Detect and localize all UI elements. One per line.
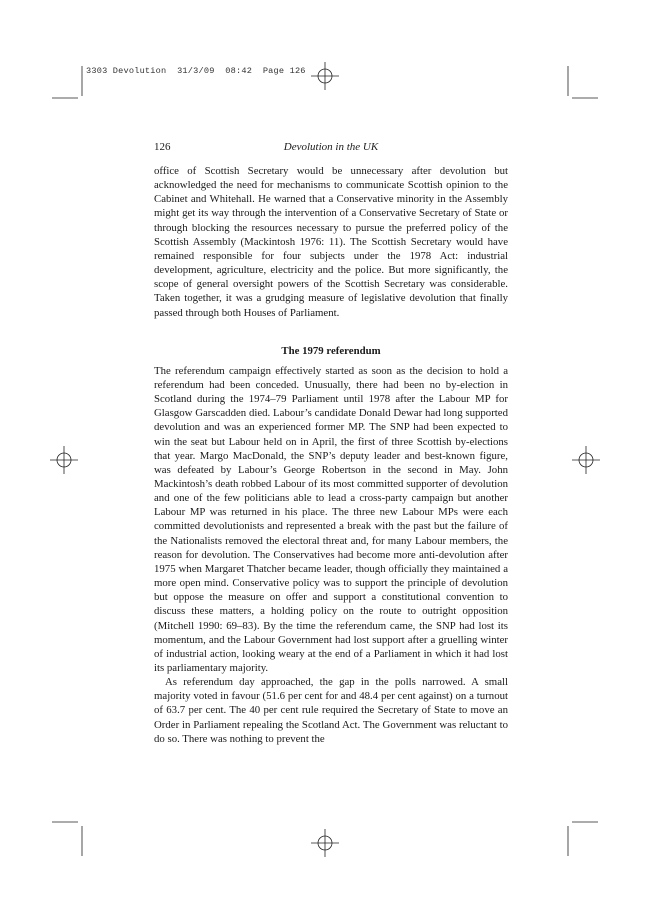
section-heading: The 1979 referendum	[281, 344, 381, 357]
slug-time: 08:42	[225, 66, 253, 76]
registration-mark-bottom	[311, 829, 339, 857]
slug-page-label: Page 126	[262, 66, 306, 76]
paragraph-referendum-campaign: The referendum campaign effectively started as soon as the decision to hold a referendum had been conceded. Unusually, there had been no by-election in Scotland during the 1974–79 Parliament until 1978 after the Labour MP for Glasgow Garscadden died. Labour’s candidate Donald Dewar had long supported devolution and was an experienced former MP. The SNP had been expected to win the seat but Labour held on in April, the first of three Scottish by-elections that year. Margo MacDonald, the SNP’s deputy leader and best-known figure, was defeated by Labour’s George Robertson in the second in May. John Mackintosh’s death robbed Labour of its most committed supporter of devolution and one of the few politicians able to lead a cross-party campaign but another Labour MP was returned in his place. The three new Labour MPs were each committed devolutionists and represented a break with the past but the failure of the Nationalists removed the electoral threat and, for many Labour members, the reason for devolution. The Conservatives had become more anti-devolution after 1975 when Margaret Thatcher became leader, though officially they maintained a more open mind. Conservative policy was to support the principle of devolution but oppose the measure on offer and support a constitutional convention to discuss these matters, a holding policy on the route to outright opposition (Mitchell 1990: 69–83). By the time the referendum came, the SNP had lost its momentum, and the Labour Government had lost support after a gruelling winter of industrial action, looking weary at the end of a Parliament in which it had lost its parliamentary majority.	[154, 364, 508, 674]
running-head	[154, 141, 508, 155]
registration-mark-right	[572, 446, 600, 474]
paragraph-referendum-result: As referendum day approached, the gap in the polls narrowed. A small majority voted in favour (51.6 per cent for and 48.4 per cent against) on a turnout of 63.7 per cent. The 40 per cent rule required the Secretary of State to move an Order in Parliament repealing the Scotland Act. The Government was reluctant to do so. There was nothing to prevent the	[154, 676, 508, 745]
registration-mark-left	[50, 446, 78, 474]
registration-mark-top	[311, 62, 339, 90]
page-number: 126	[154, 141, 171, 153]
paragraph-continued: office of Scottish Secretary would be unnecessary after devolution but acknowledged the need for mechanisms to communicate Scottish opinion to the Cabinet and Whitehall. He warned that a Conservative minority in the Assembly might get its way through the intervention of a Conservative Secretary of State or through blocking the resources necessary to pursue the preferred policy of the Scottish Assembly (Mackintosh 1976: 11). The Scottish Secretary would have remained responsible for four subjects under the 1978 Act: industrial development, agriculture, electricity and the police. But more significantly, the scope of general oversight powers of the Scottish Secretary was considerable. Taken together, it was a grudging measure of legislative devolution that finally passed through both Houses of Parliament.	[154, 165, 508, 319]
printer-slug	[86, 66, 306, 76]
body-text	[154, 164, 508, 746]
running-head-title: Devolution in the UK	[283, 141, 379, 153]
slug-file: 3303 Devolution	[86, 66, 167, 76]
slug-date: 31/3/09	[177, 66, 215, 76]
